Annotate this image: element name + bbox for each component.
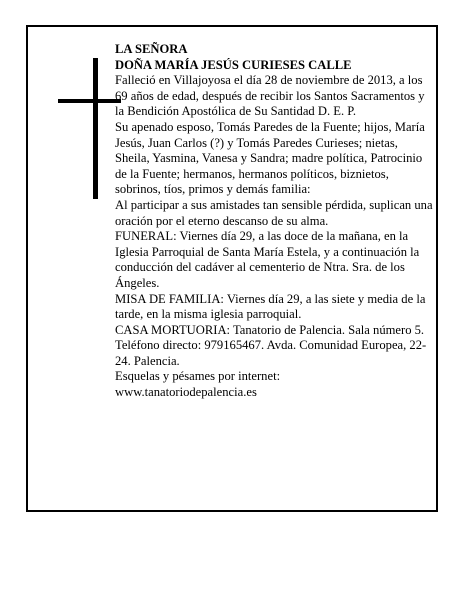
obituary-heading: LA SEÑORA bbox=[115, 42, 188, 56]
family-mass-details: MISA DE FAMILIA: Viernes día 29, a las siete y media de la tarde, en la misma iglesia parroquial. bbox=[115, 291, 426, 322]
cross-vertical-bar bbox=[93, 58, 98, 199]
cross-horizontal-bar bbox=[58, 99, 121, 103]
funeral-home-details: CASA MORTUORIA: Tanatorio de Palencia. Sala número 5. Teléfono directo: 979165467. Avda. Comunidad Europea, 22-24. Palencia. bbox=[115, 322, 427, 368]
obituary-frame bbox=[26, 25, 438, 512]
cross-icon bbox=[58, 58, 121, 199]
prayer-request: Al participar a sus amistades tan sensible pérdida, suplican una oración por el eterno descanso de su alma. bbox=[115, 197, 433, 228]
funeral-home-website: www.tanatoriodepalencia.es bbox=[115, 385, 257, 400]
online-condolences-label: Esquelas y pésames por internet: bbox=[115, 369, 281, 384]
family-list: Su apenado esposo, Tomás Paredes de la Fuente; hijos, María Jesús, Juan Carlos (?) y Tomás Paredes Curieses; nietas, Sheila, Yasmina, Vanesa y Sandra; madre política, Patrocinio de la Fuente; hermanos, hermanos políticos, biznietos, sobrinos, tíos, primos y demás familia: bbox=[115, 119, 425, 197]
funeral-details: FUNERAL: Viernes día 29, a las doce de la mañana, en la Iglesia Parroquial de Santa María Estela, y a continuación la conducción del cadáver al cementerio de Ntra. Sra. de los Ángeles. bbox=[115, 229, 420, 290]
deceased-name: DOÑA MARÍA JESÚS CURIESES CALLE bbox=[115, 57, 352, 72]
death-announcement: Falleció en Villajoyosa el día 28 de noviembre de 2013, a los 69 años de edad, después de recibir los Santos Sacramentos y la Bendición Apostólica de Su Santidad D. E. P. bbox=[115, 73, 425, 119]
obituary-text bbox=[115, 42, 435, 401]
